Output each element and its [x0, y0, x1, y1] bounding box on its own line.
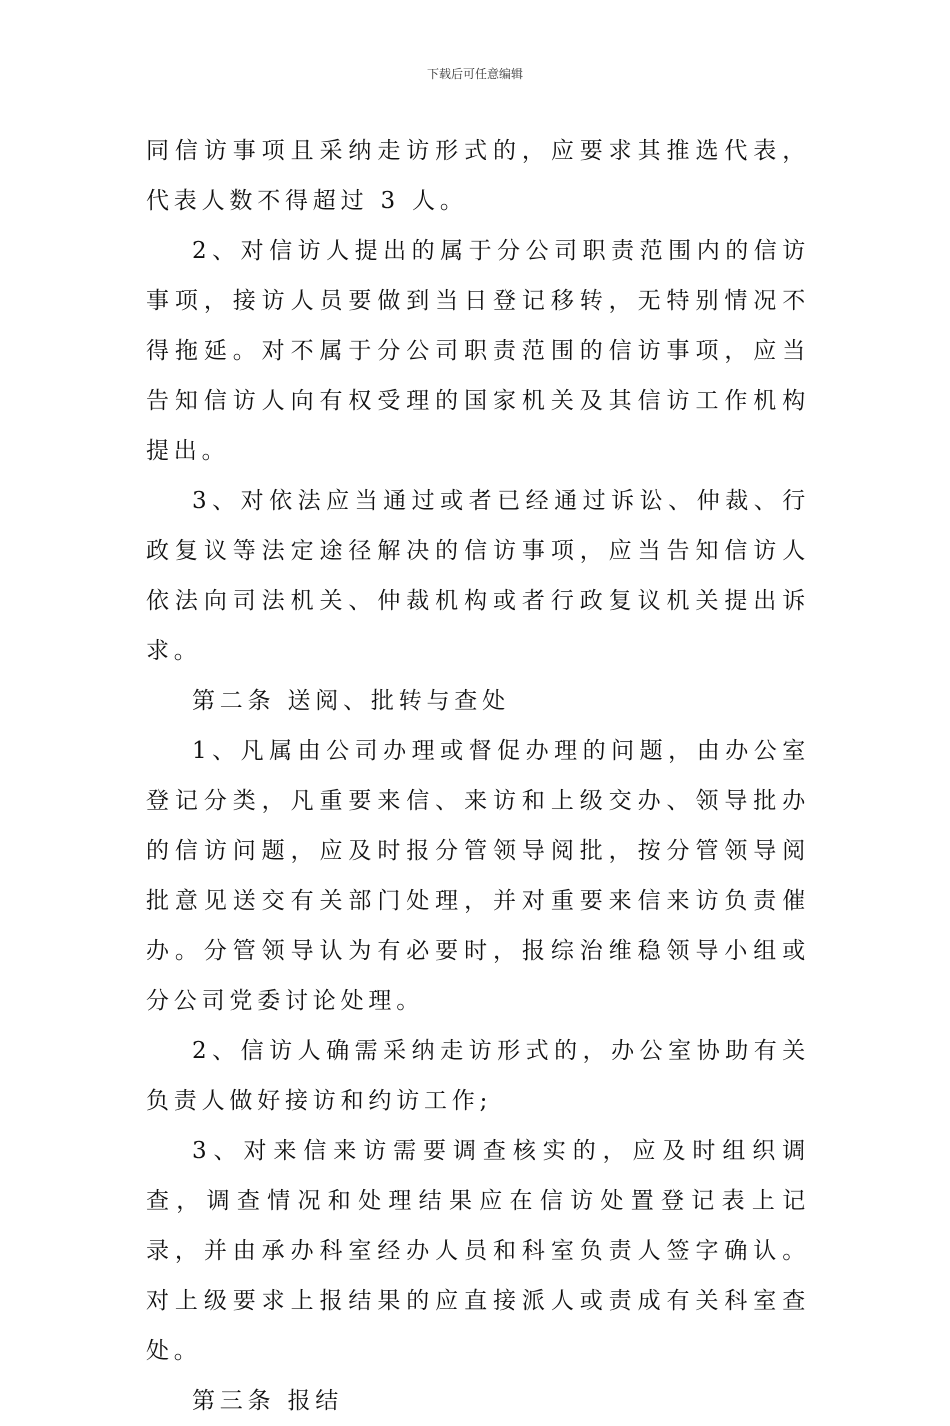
paragraph-item-3: 3、对依法应当通过或者已经通过诉讼、仲裁、行政复议等法定途径解决的信访事项，应当告知信访人依法向司法机关、仲裁机构或者行政复议机关提出诉求。 — [146, 488, 810, 664]
paragraph-article-2-item-2: 2、信访人确需采纳走访形式的，办公室协助有关负责人做好接访和约访工作; — [146, 1038, 810, 1114]
section-heading-article-3: 第三条 报结 — [192, 1388, 344, 1414]
paragraph-article-2-item-3: 3、对来信来访需要调查核实的，应及时组织调查，调查情况和处理结果应在信访处置登记表上记录，并由承办科室经办人员和科室负责人签字确认。对上级要求上报结果的应直接派人或责成有关科室查处。 — [146, 1138, 810, 1364]
paragraph-continuation: 同信访事项且采纳走访形式的，应要求其推选代表，代表人数不得超过 3 人。 — [146, 138, 810, 214]
section-heading-article-2: 第二条 送阅、批转与查处 — [192, 688, 510, 714]
page-header-note: 下载后可任意编辑 — [426, 67, 523, 81]
paragraph-article-2-item-1: 1、凡属由公司办理或督促办理的问题，由办公室登记分类，凡重要来信、来访和上级交办、领导批办的信访问题，应及时报分管领导阅批，按分管领导阅批意见送交有关部门处理，并对重要来信来访负责催办。分管领导认为有必要时，报综治维稳领导小组或分公司党委讨论处理。 — [146, 738, 810, 1014]
paragraph-item-2: 2、对信访人提出的属于分公司职责范围内的信访事项，接访人员要做到当日登记移转，无特别情况不得拖延。对不属于分公司职责范围的信访事项，应当告知信访人向有权受理的国家机关及其信访工作机构提出。 — [146, 238, 810, 464]
document-body — [146, 126, 810, 1426]
